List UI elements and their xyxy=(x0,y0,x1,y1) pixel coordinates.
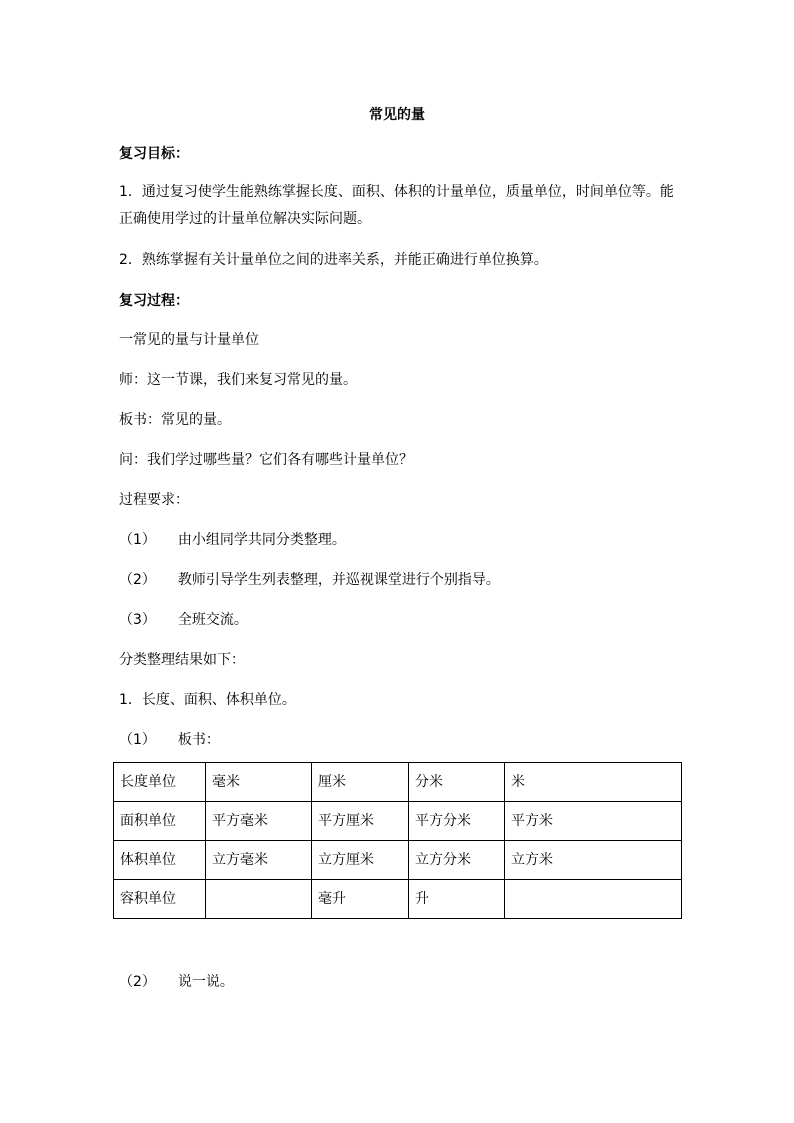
table-row xyxy=(114,763,682,802)
sub-item-2-text: 说一说。 xyxy=(177,974,234,990)
table-cell: 升 xyxy=(409,880,505,919)
requirement-2-number: （2） xyxy=(119,572,156,588)
goal-2-paragraph: 2．熟练掌握有关计量单位之间的进率关系，并能正确进行单位换算。 xyxy=(119,252,548,268)
table-cell: 毫升 xyxy=(312,880,409,919)
section-1-heading: 一常见的量与计量单位 xyxy=(119,332,259,348)
requirement-2-text: 教师引导学生列表整理，并巡视课堂进行个别指导。 xyxy=(177,572,500,588)
sub-item-1-text: 板书： xyxy=(177,732,220,748)
item-1-line: 1．长度、面积、体积单位。 xyxy=(119,692,296,708)
table-cell: 毫米 xyxy=(206,763,312,802)
units-table xyxy=(113,762,682,919)
table-cell: 米 xyxy=(505,763,682,802)
table-cell: 平方厘米 xyxy=(312,802,409,841)
goals-heading: 复习目标： xyxy=(119,146,189,162)
requirements-heading: 过程要求： xyxy=(119,492,189,508)
table-row xyxy=(114,880,682,919)
table-cell: 立方厘米 xyxy=(312,841,409,880)
process-heading: 复习过程： xyxy=(119,293,189,309)
goal-1-paragraph: 1．通过复习使学生能熟练掌握长度、面积、体积的计量单位，质量单位，时间单位等。能正确使用学过的计量单位解决实际问题。 xyxy=(119,184,674,227)
requirement-3-number: （3） xyxy=(119,612,156,628)
table-row xyxy=(114,841,682,880)
results-heading: 分类整理结果如下： xyxy=(119,652,245,668)
requirement-item-2 xyxy=(119,571,500,589)
requirement-item-1 xyxy=(119,531,346,549)
sub-item-1 xyxy=(119,731,220,749)
sub-item-1-number: （1） xyxy=(119,732,156,748)
table-cell: 厘米 xyxy=(312,763,409,802)
table-cell xyxy=(505,880,682,919)
table-cell: 长度单位 xyxy=(114,763,206,802)
sub-item-2-number: （2） xyxy=(119,974,156,990)
requirement-3-text: 全班交流。 xyxy=(177,612,248,628)
page-title: 常见的量 xyxy=(369,107,425,123)
table-cell: 容积单位 xyxy=(114,880,206,919)
table-cell: 面积单位 xyxy=(114,802,206,841)
sub-item-2 xyxy=(119,973,234,991)
table-cell: 立方分米 xyxy=(409,841,505,880)
table-cell: 体积单位 xyxy=(114,841,206,880)
board-line: 板书：常见的量。 xyxy=(119,412,231,428)
requirement-1-text: 由小组同学共同分类整理。 xyxy=(177,532,346,548)
table-row xyxy=(114,802,682,841)
requirement-item-3 xyxy=(119,611,248,629)
question-line: 问：我们学过哪些量？它们各有哪些计量单位？ xyxy=(119,452,413,468)
table-cell: 分米 xyxy=(409,763,505,802)
table-cell xyxy=(206,880,312,919)
table-cell: 立方毫米 xyxy=(206,841,312,880)
table-cell: 平方毫米 xyxy=(206,802,312,841)
teacher-line: 师：这一节课，我们来复习常见的量。 xyxy=(119,372,357,388)
table-cell: 立方米 xyxy=(505,841,682,880)
table-cell: 平方米 xyxy=(505,802,682,841)
requirement-1-number: （1） xyxy=(119,532,156,548)
table-cell: 平方分米 xyxy=(409,802,505,841)
